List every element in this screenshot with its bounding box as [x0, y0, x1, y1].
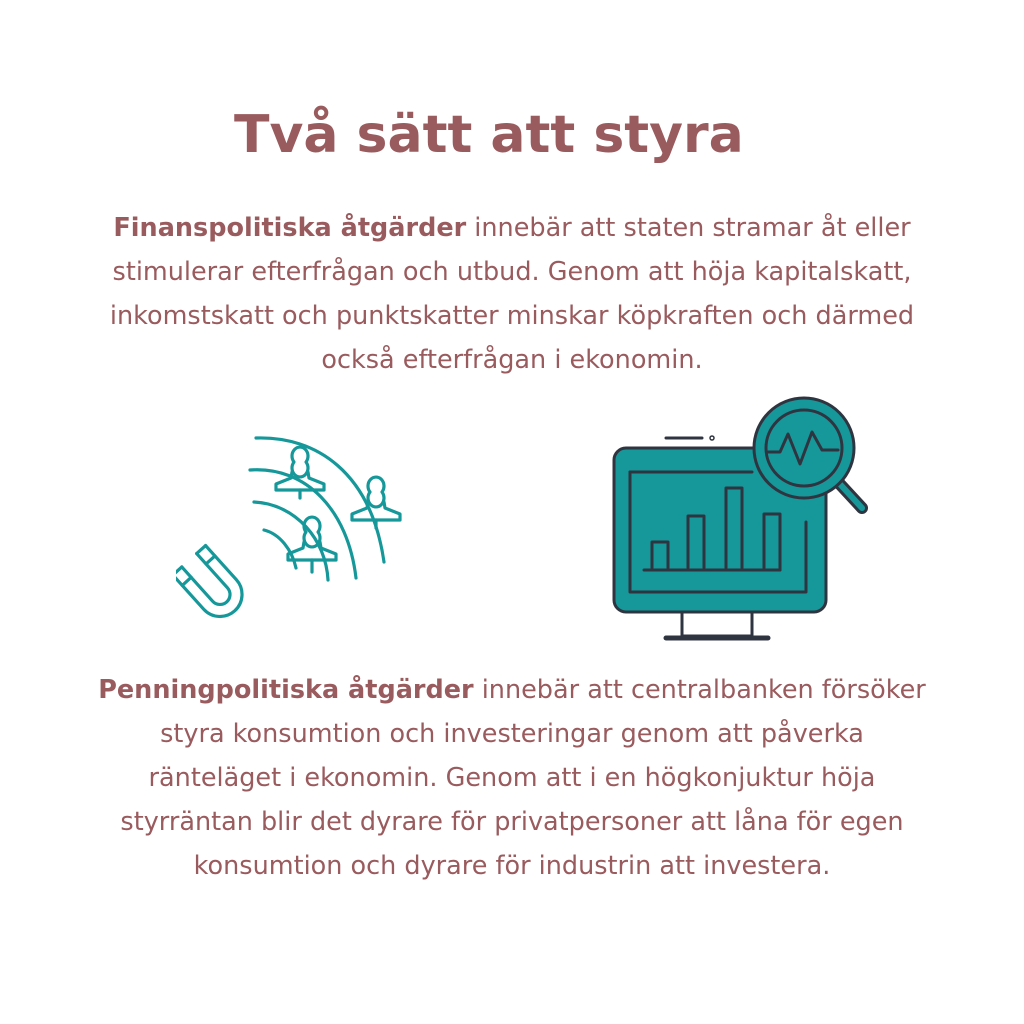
fiscal-policy-paragraph	[92, 206, 932, 382]
fiscal-policy-term: Finanspolitiska åtgärder	[113, 213, 467, 243]
monetary-policy-paragraph	[92, 668, 932, 888]
attraction-arc-3	[254, 502, 328, 580]
page-title: Två sätt att styra	[234, 105, 744, 165]
person-icon-2	[352, 477, 400, 528]
monitor-bar-chart-magnifier-icon	[600, 392, 880, 656]
decor-dot	[710, 436, 714, 440]
monetary-policy-text: innebär att centralbanken försöker styra konsumtion och investeringar genom att påverka ränteläget i ekonomin. Genom att i en högkonjuktur höja styrräntan blir det dyrare för privatpersoner att låna för egen konsumtion och dyrare för industrin att investera.	[120, 675, 926, 881]
magnet-icon	[176, 546, 251, 626]
magnet-attracting-people-icon	[176, 430, 416, 640]
monetary-policy-term: Penningpolitiska åtgärder	[98, 675, 474, 705]
chart-bar-2	[688, 516, 704, 570]
monitor-stand-neck	[682, 610, 752, 636]
chart-bar-3	[726, 488, 742, 570]
attraction-arc-4	[264, 530, 296, 568]
fiscal-policy-text: innebär att staten stramar åt eller stimulerar efterfrågan och utbud. Genom att höja kapitalskatt, inkomstskatt och punktskatter minskar köpkraften och därmed också efterfrågan i ekonomin.	[109, 213, 915, 375]
chart-bar-1	[652, 542, 668, 570]
chart-bar-4	[764, 514, 780, 570]
